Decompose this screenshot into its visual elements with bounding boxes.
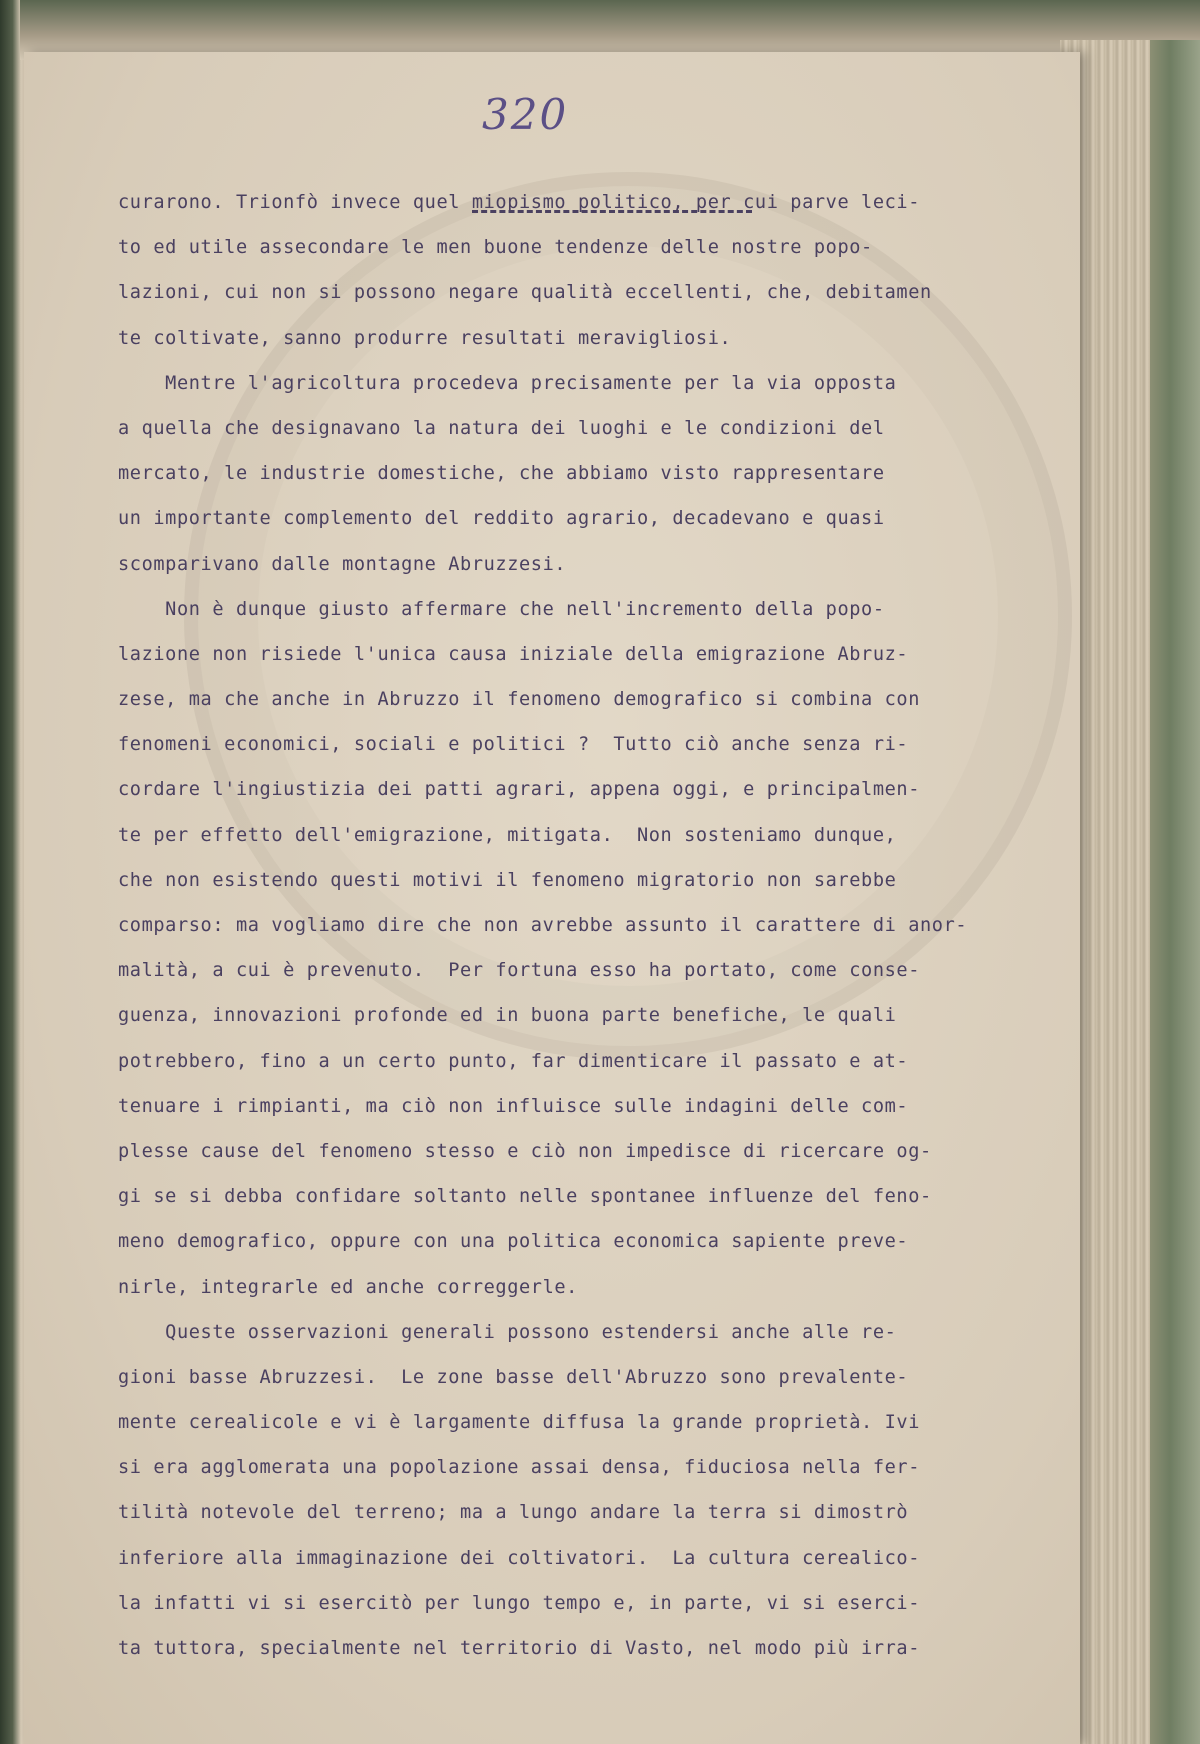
- text-line: te per effetto dell'emigrazione, mitigata. Non sosteniamo dunque,: [118, 824, 897, 846]
- text-line: potrebbero, fino a un certo punto, far dimenticare il passato e at-: [118, 1050, 909, 1072]
- text-line: to ed utile assecondare le men buone tendenze delle nostre popo-: [118, 237, 873, 259]
- text-line: malità, a cui è prevenuto. Per fortuna esso ha portato, come conse-: [118, 960, 921, 982]
- text-line: gi se si debba confidare soltanto nelle spontanee influenze del feno-: [118, 1186, 932, 1208]
- text-line: zese, ma che anche in Abruzzo il fenomeno demografico si combina con: [118, 689, 921, 711]
- text-line: mercato, le industrie domestiche, che abbiamo visto rappresentare: [118, 463, 885, 485]
- text-line: Non è dunque giusto affermare che nell'incremento della popo-: [118, 598, 885, 620]
- text-line: a quella che designavano la natura dei luoghi e le condizioni del: [118, 417, 885, 439]
- text-line: Mentre l'agricoltura procedeva precisamente per la via opposta: [118, 372, 897, 394]
- text-line: inferiore alla immaginazione dei coltivatori. La cultura cerealico-: [118, 1547, 921, 1569]
- text-line: Queste osservazioni generali possono estendersi anche alle re-: [118, 1321, 897, 1343]
- text-line: meno demografico, oppure con una politica economica sapiente preve-: [118, 1231, 909, 1253]
- text-block: [118, 180, 1078, 1671]
- text-line: gioni basse Abruzzesi. Le zone basse dell'Abruzzo sono prevalente-: [118, 1366, 909, 1388]
- text-line: si era agglomerata una popolazione assai densa, fiduciosa nella fer-: [118, 1457, 921, 1479]
- text-line: te coltivate, sanno produrre resultati meravigliosi.: [118, 327, 732, 349]
- text-line: scomparivano dalle montagne Abruzzesi.: [118, 553, 567, 575]
- text-line: cordare l'ingiustizia dei patti agrari, appena oggi, e principalmen-: [118, 779, 921, 801]
- typewritten-page: [24, 52, 1080, 1744]
- book-cover-edge: [1150, 40, 1200, 1744]
- text-line: ta tuttora, specialmente nel territorio di Vasto, nel modo più irra-: [118, 1638, 921, 1659]
- text-line: mente cerealicole e vi è largamente diffusa la grande proprietà. Ivi: [118, 1412, 921, 1434]
- text-line: comparso: ma vogliamo dire che non avrebbe assunto il carattere di anor-: [118, 915, 968, 936]
- text-line: nirle, integrarle ed anche correggerle.: [118, 1276, 578, 1298]
- text-line: tilità notevole del terreno; ma a lungo andare la terra si dimostrò: [118, 1502, 909, 1524]
- text-line: la infatti vi si esercitò per lungo tempo e, in parte, vi si eserci-: [118, 1592, 921, 1614]
- book-top-edge: [20, 0, 1200, 60]
- page-number: 320: [482, 90, 569, 139]
- text-line: curarono. Trionfò invece quel miopismo politico, per cui parve leci-: [118, 192, 921, 213]
- text-line: lazioni, cui non si possono negare qualità eccellenti, che, debitamen: [118, 282, 932, 304]
- text-line: lazione non risiede l'unica causa iniziale della emigrazione Abruz-: [118, 643, 909, 665]
- text-line: un importante complemento del reddito agrario, decadevano e quasi: [118, 508, 885, 530]
- text-line: tenuare i rimpianti, ma ciò non influisce sulle indagini delle com-: [118, 1095, 909, 1117]
- text-line: plesse cause del fenomeno stesso e ciò non impedisce di ricercare og-: [118, 1140, 932, 1162]
- text-line: che non esistendo questi motivi il fenomeno migratorio non sarebbe: [118, 869, 897, 891]
- text-line: fenomeni economici, sociali e politici ? Tutto ciò anche senza ri-: [118, 734, 909, 756]
- text-line: guenza, innovazioni profonde ed in buona parte benefiche, le quali: [118, 1005, 897, 1027]
